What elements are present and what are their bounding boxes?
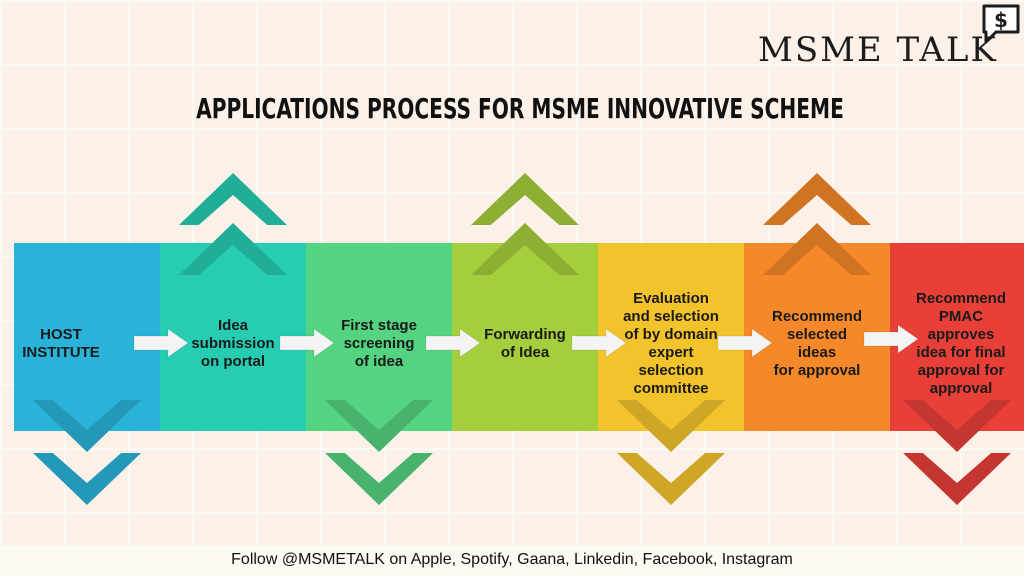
step-label-1: HOST INSTITUTE (22, 326, 100, 361)
step-label-6: Recommend selected ideas for approval (771, 308, 863, 379)
step-label-7: Recommend PMAC approves idea for final approval for approval (915, 290, 1007, 397)
step-label-2: Idea submission on portal (191, 317, 275, 370)
step-label-4: Forwarding of Idea (484, 326, 566, 361)
footer-social: Follow @MSMETALK on Apple, Spotify, Gaana, Linkedin, Facebook, Instagram (0, 546, 1024, 576)
brand-logo: MSME TALK (758, 30, 998, 70)
step-label-3: First stage screening of idea (341, 317, 417, 370)
svg-text:$: $ (994, 8, 1008, 32)
page-title: APPLICATIONS PROCESS FOR MSME INNOVATIVE SCHEME (196, 92, 844, 125)
step-label-5: Evaluation and selection of by domain expert selection committee (623, 290, 719, 397)
